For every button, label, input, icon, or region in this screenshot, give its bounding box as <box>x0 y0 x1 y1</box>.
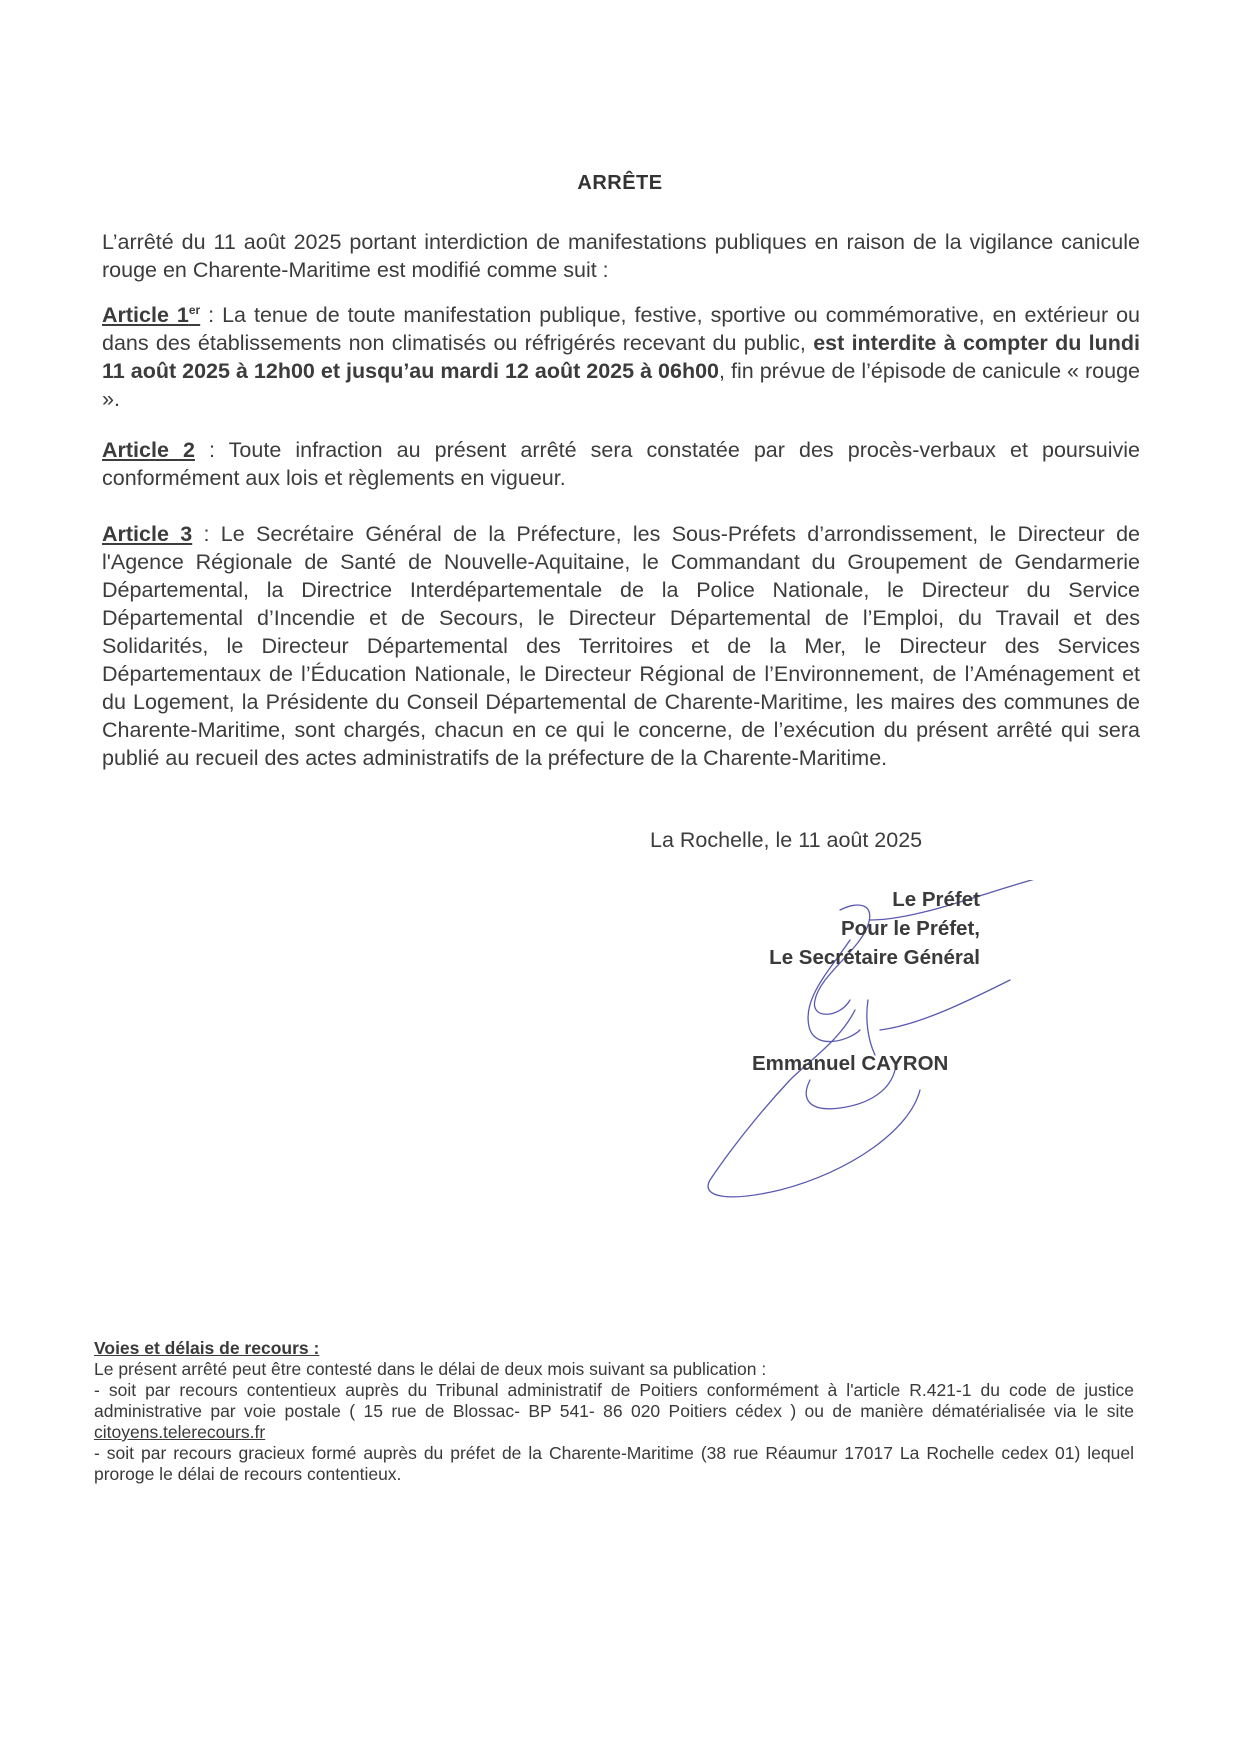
signature-block <box>640 885 980 972</box>
date-place: La Rochelle, le 11 août 2025 <box>650 828 923 852</box>
signature-line-1: Le Préfet <box>892 888 980 911</box>
intro-paragraph: L’arrêté du 11 août 2025 portant interdiction de manifestations publiques en raison de la vigilance canicule rouge en Charente-Maritime est modifié comme suit : <box>102 230 1140 282</box>
article-1-text-bold: est interdite à compter du lundi 11 août 2025 à 12h00 et jusqu’au mardi 12 août 2025 à 06h00 <box>102 331 1140 384</box>
article-3-label: Article 3 <box>102 522 193 546</box>
article-2 <box>102 436 1140 492</box>
signature-line-3: Le Secrétaire Général <box>769 946 980 969</box>
telerecours-link[interactable]: citoyens.telerecours.fr <box>94 1422 266 1442</box>
article-2-text: : Toute infraction au présent arrêté sera constatée par des procès-verbaux et poursuivie conformément aux lois et règlements en vigueur. <box>102 438 1140 490</box>
appeal-line-2-text: - soit par recours contentieux auprès du Tribunal administratif de Poitiers conformément à l'article R.421-1 du code de justice administrative par voie postale ( 15 rue de Blossac- BP 541- 86 020 Poitiers cédex ) ou de manière dématérialisée via le site <box>94 1380 1134 1421</box>
appeal-section <box>94 1338 1134 1485</box>
article-1-text-before: : La tenue de toute manifestation publique, festive, sportive ou commémorative, en extérieur ou dans des établissements non climatisés ou réfrigérés recevant du public, <box>102 303 1140 356</box>
article-1 <box>102 296 1140 413</box>
article-2-label: Article 2 <box>102 438 195 462</box>
appeal-line-3: - soit par recours gracieux formé auprès du préfet de la Charente-Maritime (38 rue Réaumur 17017 La Rochelle cedex 01) lequel proroge le délai de recours contentieux. <box>94 1443 1134 1484</box>
appeal-line-1: Le présent arrêté peut être contesté dans le délai de deux mois suivant sa publication : <box>94 1359 767 1379</box>
article-1-text-after: , fin prévue de l’épisode de canicule « rouge ». <box>102 359 1140 412</box>
signature-line-2: Pour le Préfet, <box>841 917 980 940</box>
signatory-name: Emmanuel CAYRON <box>752 1052 949 1075</box>
article-3-text: : Le Secrétaire Général de la Préfecture, les Sous-Préfets d’arrondissement, le Directeur de l'Agence Régionale de Santé de Nouvelle-Aquitaine, le Commandant du Groupement de Gendarmerie Départemental, la Directrice Interdépartementale de la Police Nationale, le Directeur du Service Départemental d’Incendie et de Secours, le Directeur Départemental de l’Emploi, du Travail et des Solidarités, le Directeur Départemental des Territoires et de la Mer, le Directeur des Services Départementaux de l’Éducation Nationale, le Directeur Régional de l’Environnement, de l’Aménagement et du Logement, la Présidente du Conseil Départemental de Charente-Maritime, les maires des communes de Charente-Maritime, sont chargés, chacun en ce qui le concerne, de l’exécution du présent arrêté qui sera publié au recueil des actes administratifs de la préfecture de la Charente-Maritime. <box>102 522 1140 770</box>
article-1-label-text: Article 1 <box>102 303 189 328</box>
document-title: ARRÊTE <box>577 172 663 194</box>
article-3 <box>102 520 1140 772</box>
article-1-label <box>102 303 200 327</box>
appeal-line-2 <box>94 1380 1134 1443</box>
appeal-title: Voies et délais de recours : <box>94 1338 320 1358</box>
article-1-label-sup: er <box>188 303 201 317</box>
